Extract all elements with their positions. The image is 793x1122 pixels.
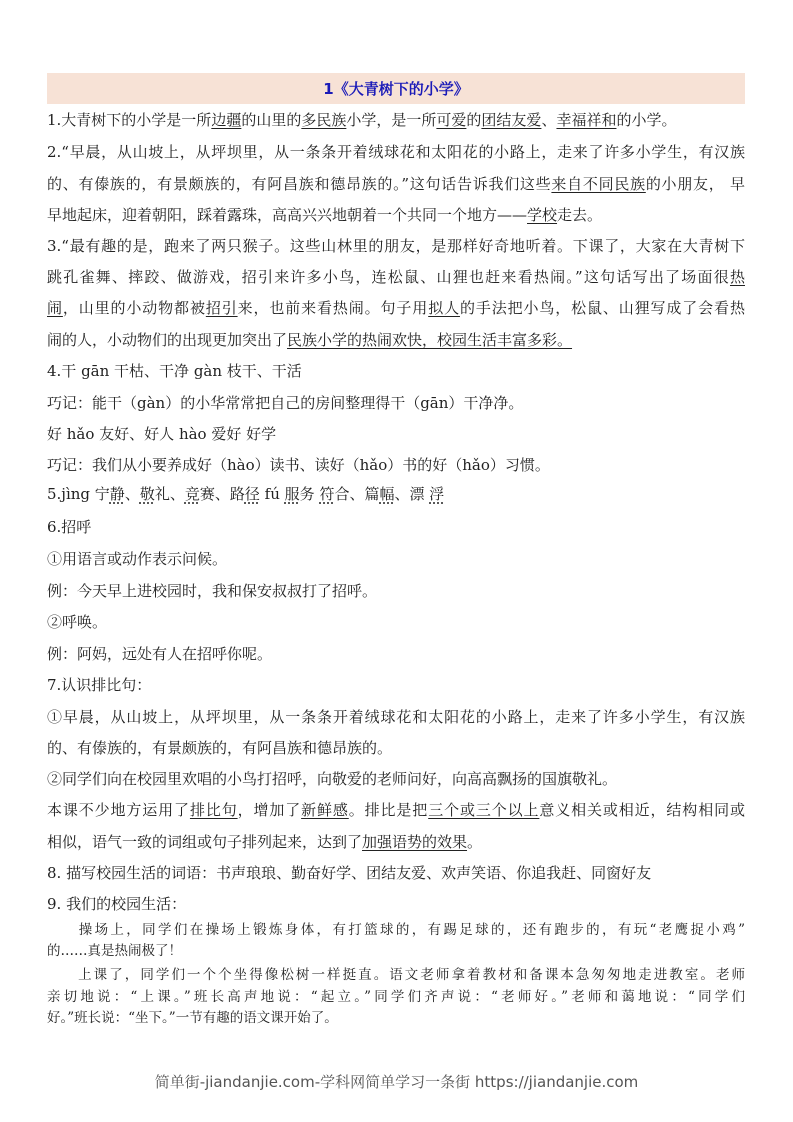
underlined-term: 学校 <box>527 206 558 224</box>
text-segment: 。 <box>467 833 483 851</box>
text-segment: 跳孔雀舞、摔跤、做游戏，招引来许多小鸟，连松鼠、山狸也赶来看热闹。”这句话写出了场面很 <box>47 268 730 286</box>
text-line <box>47 920 745 940</box>
text-segment: 小学，是一所 <box>346 111 437 129</box>
text-segment: 6.招呼 <box>47 518 92 536</box>
underlined-term: 民族小学的热闹欢快，校园生活丰富多彩。 <box>287 331 573 349</box>
emphasized-char: 浮 <box>429 485 445 503</box>
text-line <box>47 941 745 961</box>
underlined-term: 幸福祥和 <box>556 111 617 129</box>
text-segment: 的小学。 <box>616 111 677 129</box>
emphasized-char: 竞 <box>184 485 200 503</box>
text-line <box>47 769 745 789</box>
text-segment: 例：今天早上进校园时，我和保安叔叔打了招呼。 <box>47 582 378 600</box>
text-segment: 4.干 gān 干枯、干净 gàn 枝干、干活 <box>47 362 302 380</box>
text-segment: 相似，语气一致的词组或句子排列起来，达到了 <box>47 833 363 851</box>
text-line <box>47 298 745 318</box>
text-segment: 好。”班长说：“坐下。”一节有趣的语文课开始了。 <box>47 1010 338 1026</box>
text-line <box>47 330 745 350</box>
text-segment: 合、篇 <box>334 485 380 503</box>
text-segment: fú <box>259 485 285 503</box>
text-segment: 3.“最有趣的是，跑来了两只猴子。这些山林里的朋友，是那样好奇地听着。下课了，大家在大青树下 <box>47 237 745 255</box>
text-segment: 好 hǎo 友好、好人 hào 爱好 好学 <box>47 425 277 443</box>
text-line <box>47 142 745 162</box>
emphasized-char: 径 <box>244 485 260 503</box>
underlined-term: 排比句 <box>189 801 238 819</box>
text-line <box>47 965 745 985</box>
text-segment: 1.大青树下的小学是一所 <box>47 111 212 129</box>
text-line <box>47 424 745 444</box>
text-segment: 巧记：能干（gàn）的小华常常把自己的房间整理得干（gān）干净净。 <box>47 394 524 412</box>
text-segment: 上课了，同学们一个个坐得像松树一样挺直。语文老师拿着教材和备课本急匆匆地走进教室。老师 <box>47 967 745 983</box>
text-segment: 巧记：我们从小要养成好（hào）读书、读好（hǎo）书的好（hǎo）习惯。 <box>47 456 550 474</box>
underlined-term: 团结友爱 <box>481 111 542 129</box>
text-segment: 赛、路 <box>199 485 245 503</box>
underlined-term: 加强语势的效果 <box>362 833 468 851</box>
text-segment: 。排比是把 <box>348 801 429 819</box>
text-segment: ，增加了 <box>237 801 302 819</box>
title-banner <box>47 73 745 104</box>
emphasized-char: 敬 <box>139 485 155 503</box>
text-segment: 亲切地说：“上课。”班长高声地说：“起立。”同学们齐声说：“老师好。”老师和蔼地说：“同学们 <box>47 989 745 1005</box>
text-segment: 9. 我们的校园生活： <box>47 895 187 913</box>
text-segment: 走去。 <box>557 206 603 224</box>
text-segment: 8. 描写校园生活的词语：书声琅琅、勤奋好学、团结友爱、欢声笑语、你追我赶、同窗好友 <box>47 864 652 882</box>
text-segment: 、 <box>124 485 140 503</box>
underlined-term: 闹 <box>47 299 63 317</box>
emphasized-char: 幅 <box>379 485 395 503</box>
text-line <box>47 894 745 914</box>
text-line <box>47 455 745 475</box>
text-line <box>47 236 745 256</box>
text-line <box>47 174 745 194</box>
underlined-term: 三个或三个以上 <box>428 801 540 819</box>
text-segment: 早地起床，迎着朝阳，踩着露珠，高高兴兴地朝着一个共同一个地方—— <box>47 206 528 224</box>
text-segment: 2.“早晨，从山坡上，从坪坝里，从一条条开着绒球花和太阳花的小路上，走来了许多小学生，有汉族 <box>47 143 745 161</box>
text-segment: 的手法把小鸟，松鼠、山狸写成了会看热 <box>459 299 745 317</box>
underlined-term: 来自不同民族 <box>551 175 646 193</box>
underlined-term: 边疆 <box>211 111 242 129</box>
text-line <box>47 361 745 381</box>
text-line <box>47 267 745 287</box>
text-segment: 闹的人，小动物们的出现更加突出了 <box>47 331 288 349</box>
text-line <box>47 738 745 758</box>
text-segment: ①早晨，从山坡上，从坪坝里，从一条条开着绒球花和太阳花的小路上，走来了许多小学生，有汉族 <box>47 708 745 726</box>
text-line <box>47 517 745 537</box>
underlined-term: 拟人 <box>428 299 460 317</box>
text-segment: 务 <box>299 485 320 503</box>
text-segment: 7.认识排比句： <box>47 676 152 694</box>
text-segment: ②同学们向在校园里欢唱的小鸟打招呼，向敬爱的老师问好，向高高飘扬的国旗敬礼。 <box>47 770 618 788</box>
text-segment: 的……真是热闹极了！ <box>47 943 182 959</box>
text-line <box>47 110 745 130</box>
text-line <box>47 832 745 852</box>
text-segment: 5.jìng 宁 <box>47 485 110 503</box>
text-line <box>47 863 745 883</box>
text-segment: 操场上，同学们在操场上锻炼身体，有打篮球的，有踢足球的，还有跑步的，有玩“老鹰捉小鸡” <box>47 922 745 938</box>
text-line <box>47 612 745 632</box>
text-segment: 本课不少地方运用了 <box>47 801 190 819</box>
text-segment: ②呼唤。 <box>47 613 108 631</box>
text-segment: 的山里的 <box>241 111 302 129</box>
text-segment: 的、有傣族的，有景颇族的，有阿昌族和德昂族的。”这句话告诉我们这些 <box>47 175 552 193</box>
underlined-term: 招引 <box>205 299 238 317</box>
text-line <box>47 581 745 601</box>
text-segment: 来，也前来看热闹。句子用 <box>237 299 429 317</box>
text-segment: 礼、 <box>154 485 185 503</box>
text-line <box>47 1008 745 1028</box>
page-title: 1《大青树下的小学》 <box>323 80 469 98</box>
text-segment: 意义相关或相近，结构相同或 <box>539 801 745 819</box>
text-segment: 、 <box>541 111 557 129</box>
text-segment: ①用语言或动作表示问候。 <box>47 550 228 568</box>
underlined-term: 多民族 <box>301 111 347 129</box>
text-line <box>47 707 745 727</box>
text-segment: ，山里的小动物都被 <box>62 299 206 317</box>
text-line <box>47 644 745 664</box>
text-segment: 例：阿妈，远处有人在招呼你呢。 <box>47 645 273 663</box>
text-line <box>47 987 745 1007</box>
emphasized-char: 服 <box>284 485 300 503</box>
text-line <box>47 800 745 820</box>
emphasized-char: 符 <box>319 485 335 503</box>
text-line <box>47 484 745 504</box>
text-segment: 的、有傣族的，有景颇族的，有阿昌族和德昂族的。 <box>47 739 393 757</box>
emphasized-char: 静 <box>109 485 125 503</box>
text-line <box>47 549 745 569</box>
text-line <box>47 675 745 695</box>
text-line <box>47 393 745 413</box>
text-line <box>47 205 745 225</box>
text-segment: 的 <box>466 111 482 129</box>
text-segment: 的小朋友， 早 <box>645 175 745 193</box>
underlined-term: 热 <box>729 268 745 286</box>
footer-watermark: 简单街-jiandanjie.com-学科网简单学习一条街 https://jiandanjie.com <box>154 1073 639 1091</box>
underlined-term: 可爱 <box>436 111 467 129</box>
underlined-term: 新鲜感 <box>301 801 349 819</box>
text-segment: 、漂 <box>394 485 430 503</box>
